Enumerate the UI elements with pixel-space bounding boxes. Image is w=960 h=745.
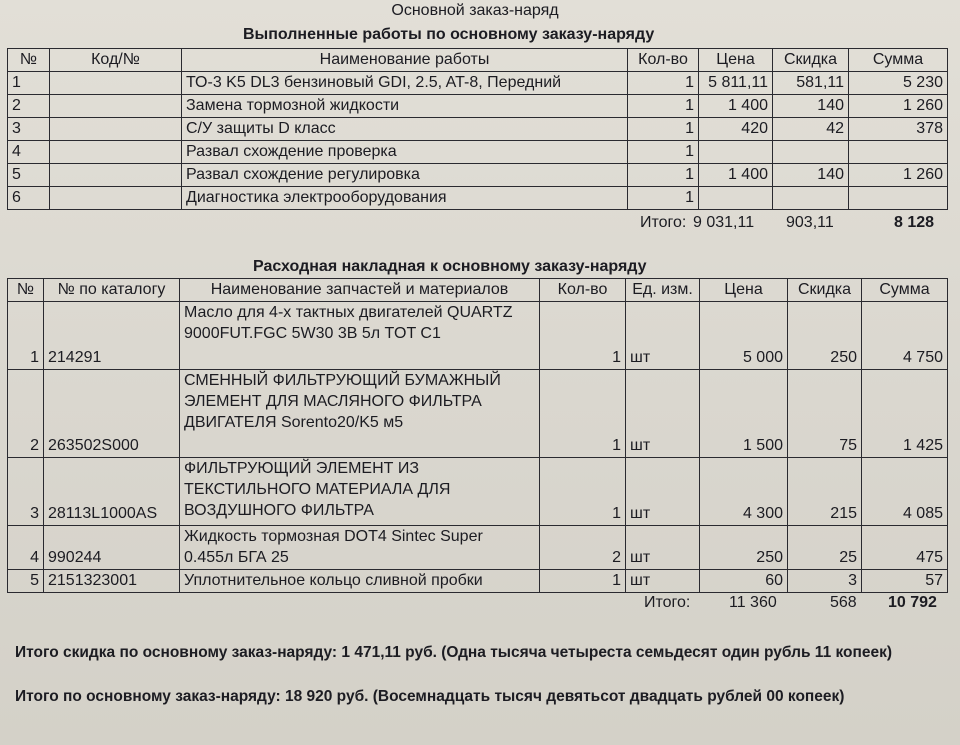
row-discount: 42 [773, 118, 849, 141]
row-name: ФИЛЬТРУЮЩИЙ ЭЛЕМЕНТ ИЗ ТЕКСТИЛЬНОГО МАТЕРИАЛА ДЛЯ ВОЗДУШНОГО ФИЛЬТРА [180, 458, 540, 526]
row-sum: 1 260 [849, 95, 948, 118]
materials-col-name: Наименование запчастей и материалов [180, 279, 540, 302]
row-code [50, 95, 182, 118]
table-row [8, 370, 948, 458]
row-code [50, 187, 182, 210]
row-code [50, 72, 182, 95]
row-discount: 140 [773, 95, 849, 118]
row-catalog: 263502S000 [44, 370, 180, 458]
row-number: 3 [8, 458, 44, 526]
row-qty: 1 [540, 370, 626, 458]
row-name: Диагностика электрооборудования [182, 187, 628, 210]
row-name: Развал схождение проверка [182, 141, 628, 164]
row-price: 5 000 [700, 302, 788, 370]
row-sum: 57 [862, 570, 948, 593]
table-row [8, 118, 948, 141]
materials-col-num: № [8, 279, 44, 302]
row-unit: шт [626, 526, 700, 570]
materials-total-sum [888, 594, 937, 612]
row-price: 420 [699, 118, 773, 141]
row-price: 1 500 [700, 370, 788, 458]
works-col-sum: Сумма [849, 49, 948, 72]
row-number: 5 [8, 570, 44, 593]
table-row [8, 458, 948, 526]
works-col-code: Код/№ [50, 49, 182, 72]
works-col-name: Наименование работы [182, 49, 628, 72]
row-qty: 1 [540, 458, 626, 526]
table-row [8, 141, 948, 164]
row-catalog: 990244 [44, 526, 180, 570]
row-name: СМЕННЫЙ ФИЛЬТРУЮЩИЙ БУМАЖНЫЙ ЭЛЕМЕНТ ДЛЯ МАСЛЯНОГО ФИЛЬТРА ДВИГАТЕЛЯ Sorento20/K5 м5 [180, 370, 540, 458]
row-discount [773, 141, 849, 164]
table-row [8, 164, 948, 187]
row-number: 1 [8, 302, 44, 370]
row-name: Замена тормозной жидкости [182, 95, 628, 118]
row-sum: 1 260 [849, 164, 948, 187]
row-name: Жидкость тормозная DOT4 Sintec Super 0.455л БГА 25 [180, 526, 540, 570]
materials-col-catalog: № по каталогу [44, 279, 180, 302]
row-unit: шт [626, 570, 700, 593]
works-total-price: 9 031,11 [693, 214, 755, 231]
row-discount: 215 [788, 458, 862, 526]
row-number: 1 [8, 72, 50, 95]
works-col-discount: Скидка [773, 49, 849, 72]
row-qty: 1 [628, 95, 699, 118]
summary-discount: Итого скидка по основному заказ-наряду: 1 471,11 руб. (Одна тысяча четыреста семьдесят один рубль 11 копеек) [15, 644, 893, 661]
materials-header-row [8, 279, 948, 302]
row-unit: шт [626, 370, 700, 458]
works-col-num: № [8, 49, 50, 72]
row-sum: 475 [862, 526, 948, 570]
row-sum: 4 085 [862, 458, 948, 526]
row-catalog: 2151323001 [44, 570, 180, 593]
table-row [8, 302, 948, 370]
works-total-discount: 903,11 [786, 214, 834, 231]
row-code [50, 164, 182, 187]
row-code [50, 118, 182, 141]
materials-section-title: Расходная накладная к основному заказу-наряду [253, 258, 647, 275]
row-sum: 4 750 [862, 302, 948, 370]
row-number: 3 [8, 118, 50, 141]
row-name: Уплотнительное кольцо сливной пробки [180, 570, 540, 593]
materials-total-discount: 568 [830, 594, 857, 611]
row-sum: 378 [849, 118, 948, 141]
works-header-row [8, 49, 948, 72]
works-col-price: Цена [699, 49, 773, 72]
row-qty: 1 [628, 141, 699, 164]
table-row [8, 570, 948, 593]
row-discount: 3 [788, 570, 862, 593]
row-number: 6 [8, 187, 50, 210]
works-table [7, 48, 948, 210]
row-code [50, 141, 182, 164]
row-unit: шт [626, 458, 700, 526]
row-qty: 1 [628, 164, 699, 187]
row-sum [849, 141, 948, 164]
materials-total-label: Итого: [644, 594, 691, 611]
row-sum [849, 187, 948, 210]
materials-total-sum-value: 10 792 [888, 594, 937, 611]
row-qty: 1 [540, 302, 626, 370]
row-name: С/У защиты D класс [182, 118, 628, 141]
row-number: 5 [8, 164, 50, 187]
materials-col-sum: Сумма [862, 279, 948, 302]
works-col-qty: Кол-во [628, 49, 699, 72]
materials-col-unit: Ед. изм. [626, 279, 700, 302]
row-discount: 25 [788, 526, 862, 570]
row-discount: 140 [773, 164, 849, 187]
row-unit: шт [626, 302, 700, 370]
row-price: 4 300 [700, 458, 788, 526]
row-discount: 75 [788, 370, 862, 458]
row-price: 1 400 [699, 95, 773, 118]
table-row [8, 187, 948, 210]
summary-total: Итого по основному заказ-наряду: 18 920 руб. (Восемнадцать тысяч девятьсот двадцать рублей 00 копеек) [15, 688, 845, 705]
table-row [8, 526, 948, 570]
row-qty: 2 [540, 526, 626, 570]
row-price: 1 400 [699, 164, 773, 187]
materials-col-qty: Кол-во [540, 279, 626, 302]
works-total-sum-value: 8 128 [894, 214, 935, 231]
row-catalog: 214291 [44, 302, 180, 370]
row-name: ТО-3 K5 DL3 бензиновый GDI, 2.5, AT-8, Передний [182, 72, 628, 95]
row-number: 2 [8, 95, 50, 118]
row-discount: 581,11 [773, 72, 849, 95]
row-price: 60 [700, 570, 788, 593]
document-title: Основной заказ-наряд [391, 2, 559, 19]
row-qty: 1 [628, 118, 699, 141]
works-total-label: Итого: [640, 214, 687, 231]
table-row [8, 95, 948, 118]
table-row [8, 72, 948, 95]
works-section-title: Выполненные работы по основному заказу-наряду [243, 26, 655, 43]
row-price: 250 [700, 526, 788, 570]
materials-total-price: 11 360 [729, 594, 777, 611]
row-number: 4 [8, 526, 44, 570]
materials-col-price: Цена [700, 279, 788, 302]
materials-table [7, 278, 948, 593]
row-discount: 250 [788, 302, 862, 370]
works-total-sum [894, 214, 934, 232]
row-sum: 5 230 [849, 72, 948, 95]
row-qty: 1 [628, 72, 699, 95]
row-name: Развал схождение регулировка [182, 164, 628, 187]
row-price: 5 811,11 [699, 72, 773, 95]
row-sum: 1 425 [862, 370, 948, 458]
row-qty: 1 [628, 187, 699, 210]
row-name: Масло для 4-х тактных двигателей QUARTZ 9000FUT.FGC 5W30 3B 5л TOT C1 [180, 302, 540, 370]
row-qty: 1 [540, 570, 626, 593]
row-number: 2 [8, 370, 44, 458]
materials-col-discount: Скидка [788, 279, 862, 302]
row-price [699, 141, 773, 164]
row-price [699, 187, 773, 210]
row-number: 4 [8, 141, 50, 164]
row-catalog: 28113L1000AS [44, 458, 180, 526]
row-discount [773, 187, 849, 210]
